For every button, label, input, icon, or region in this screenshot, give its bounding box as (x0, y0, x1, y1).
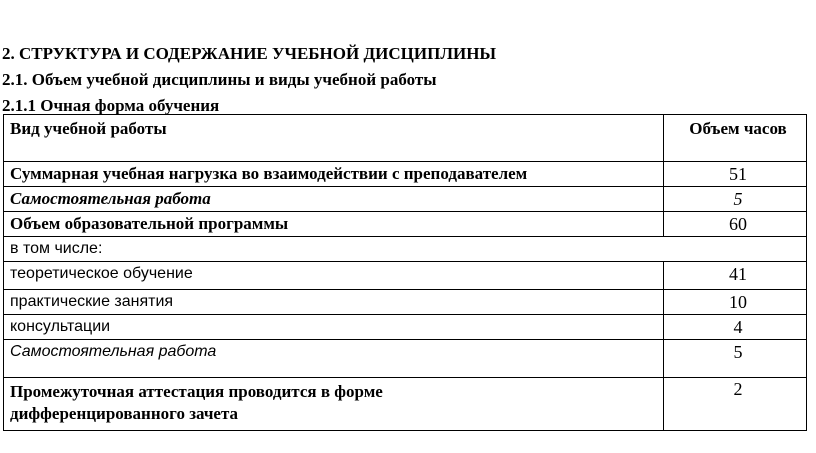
header-hours: Объем часов (664, 115, 807, 162)
row-label: Объем образовательной программы (4, 212, 664, 237)
table-row (4, 262, 807, 290)
row-label: практические занятия (4, 290, 664, 315)
row-value: 5 (664, 340, 807, 378)
subsubsection-title: 2.1.1 Очная форма обучения (2, 96, 220, 115)
row-value: 5 (664, 187, 807, 212)
row-value: 10 (664, 290, 807, 315)
table-row (4, 187, 807, 212)
row-label: консультации (4, 315, 664, 340)
row-label: в том числе: (4, 237, 807, 262)
row-value: 60 (664, 212, 807, 237)
subsection-title: 2.1. Объем учебной дисциплины и виды учебной работы (2, 70, 437, 89)
row-value: 41 (664, 262, 807, 290)
table-row (4, 237, 807, 262)
header-work-type: Вид учебной работы (4, 115, 664, 162)
row-label: теоретическое обучение (4, 262, 664, 290)
table-row (4, 340, 807, 378)
table-row (4, 378, 807, 431)
table-row (4, 162, 807, 187)
row-value: 2 (664, 378, 807, 431)
row-label: Самостоятельная работа (4, 187, 664, 212)
row-label: Самостоятельная работа (4, 340, 664, 378)
workload-table (3, 114, 807, 431)
table-row (4, 212, 807, 237)
table-row (4, 315, 807, 340)
row-label: Промежуточная аттестация проводится в форме дифференцированного зачета (4, 378, 664, 431)
table-header-row (4, 115, 807, 162)
section-title: 2. СТРУКТУРА И СОДЕРЖАНИЕ УЧЕБНОЙ ДИСЦИПЛИНЫ (2, 44, 497, 63)
table-row (4, 290, 807, 315)
row-value: 51 (664, 162, 807, 187)
row-label: Суммарная учебная нагрузка во взаимодействии с преподавателем (4, 162, 664, 187)
row-value: 4 (664, 315, 807, 340)
